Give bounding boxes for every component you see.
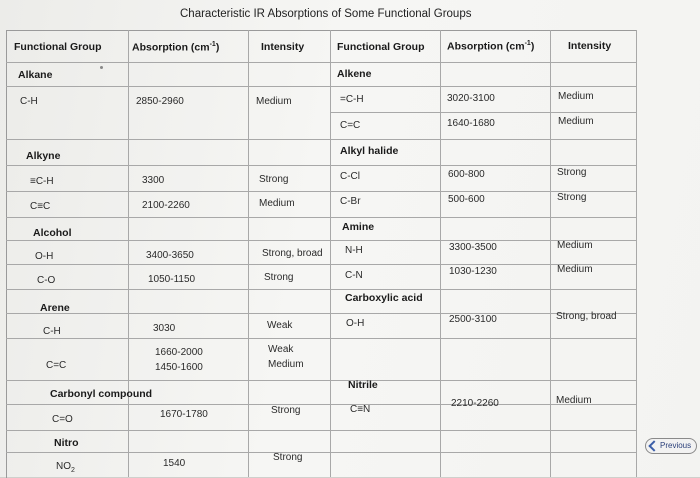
- row-divider: [6, 217, 636, 218]
- cell-group: C-Br: [340, 196, 361, 207]
- cell-group: C=O: [52, 414, 73, 425]
- group-alkene: Alkene: [337, 68, 372, 80]
- row-divider: [6, 404, 636, 405]
- row-divider: [6, 430, 636, 431]
- cell-intensity: Weak Medium: [268, 344, 304, 370]
- row-divider: [6, 289, 636, 290]
- group-nitro: Nitro: [54, 437, 79, 449]
- cell-intensity: Strong: [557, 192, 587, 203]
- cell-absorption: 1670-1780: [160, 409, 208, 420]
- group-arene: Arene: [40, 302, 70, 314]
- cell-intensity: Strong, broad: [262, 248, 323, 259]
- cell-absorption: 3020-3100: [447, 93, 495, 104]
- row-divider: [6, 139, 636, 140]
- cell-absorption: 1540: [163, 458, 186, 469]
- cell-group: C-H: [43, 326, 61, 337]
- row-divider: [6, 380, 636, 381]
- header-intensity: Intensity: [568, 40, 612, 52]
- cell-intensity: Strong: [264, 272, 294, 283]
- cell-absorption: 2500-3100: [449, 314, 497, 325]
- cell-absorption: 500-600: [448, 194, 485, 205]
- cell-absorption: 1640-1680: [447, 118, 495, 129]
- cell-group: C≡N: [350, 404, 371, 415]
- cell-group: C-H: [20, 96, 38, 107]
- group-nitrile: Nitrile: [348, 379, 378, 391]
- cell-intensity: Medium: [558, 116, 594, 127]
- row-divider: [6, 452, 636, 453]
- cell-absorption: 3300: [142, 175, 165, 186]
- cell-absorption: 3400-3650: [146, 250, 194, 261]
- cell-group: C≡C: [30, 201, 51, 212]
- group-carboxylic-acid: Carboxylic acid: [345, 292, 423, 304]
- column-divider: [636, 30, 637, 477]
- row-divider: [330, 112, 636, 113]
- cell-intensity: Medium: [558, 91, 594, 102]
- previous-button[interactable]: [645, 438, 697, 454]
- group-alcohol: Alcohol: [33, 227, 72, 239]
- cell-intensity: Medium: [557, 240, 593, 251]
- row-divider: [6, 313, 636, 314]
- cell-intensity: Strong: [273, 452, 303, 463]
- column-divider: [248, 30, 249, 477]
- page-title: Characteristic IR Absorptions of Some Functional Groups: [180, 8, 472, 20]
- speck: [100, 66, 103, 69]
- cell-group: C-Cl: [340, 171, 360, 182]
- previous-button-label: Previous: [660, 441, 692, 450]
- cell-absorption: 2850-2960: [136, 96, 184, 107]
- cell-group: ≡C-H: [30, 176, 54, 187]
- cell-intensity: Medium: [259, 198, 295, 209]
- group-alkyl-halide: Alkyl halide: [340, 145, 399, 157]
- cell-absorption: 600-800: [448, 169, 485, 180]
- cell-intensity: Strong: [557, 167, 587, 178]
- row-divider: [6, 165, 636, 166]
- cell-intensity: Strong: [271, 405, 301, 416]
- cell-absorption: 1030-1230: [449, 266, 497, 277]
- cell-intensity: Medium: [556, 395, 592, 406]
- column-divider: [550, 30, 551, 477]
- group-alkyne: Alkyne: [26, 150, 61, 162]
- cell-absorption: 3300-3500: [449, 242, 497, 253]
- chevron-left-icon: [648, 440, 659, 451]
- cell-intensity: Medium: [256, 96, 292, 107]
- cell-group: O-H: [346, 318, 365, 329]
- header-absorption: Absorption $(cm^{-1})$: [447, 40, 535, 53]
- cell-absorption: 3030: [153, 323, 176, 334]
- cell-group: C-O: [37, 275, 56, 286]
- cell-intensity: Strong, broad: [556, 311, 617, 322]
- cell-group: N-H: [345, 245, 363, 256]
- cell-intensity: Medium: [557, 264, 593, 275]
- column-divider: [440, 30, 441, 477]
- row-divider: [6, 86, 636, 87]
- column-divider: [128, 30, 129, 477]
- row-divider: [6, 338, 636, 339]
- header-absorption: Absorption $(cm^{-1})$: [132, 41, 220, 54]
- column-divider: [330, 30, 331, 477]
- row-divider: [6, 264, 636, 265]
- cell-intensity: Weak: [267, 320, 293, 331]
- cell-group: $NO_2$: [56, 461, 75, 474]
- row-divider: [6, 191, 636, 192]
- cell-group: C-N: [345, 270, 363, 281]
- cell-absorption: 1660-2000 1450-1600: [155, 347, 203, 373]
- header-functional-group: Functional Group: [337, 41, 425, 53]
- cell-absorption: 2100-2260: [142, 200, 190, 211]
- header-intensity: Intensity: [261, 41, 305, 53]
- cell-absorption: 1050-1150: [148, 274, 196, 285]
- header-divider: [6, 62, 636, 63]
- cell-group: O-H: [35, 251, 54, 262]
- group-amine: Amine: [342, 221, 375, 233]
- header-functional-group: Functional Group: [14, 41, 102, 53]
- row-divider: [6, 240, 636, 241]
- cell-group: C=C: [46, 360, 67, 371]
- group-carbonyl-compound: Carbonyl compound: [50, 388, 153, 400]
- cell-group: C=C: [340, 120, 361, 131]
- cell-absorption: 2210-2260: [451, 398, 499, 409]
- group-alkane: Alkane: [18, 69, 53, 81]
- cell-group: =C-H: [340, 94, 364, 105]
- cell-intensity: Strong: [259, 174, 289, 185]
